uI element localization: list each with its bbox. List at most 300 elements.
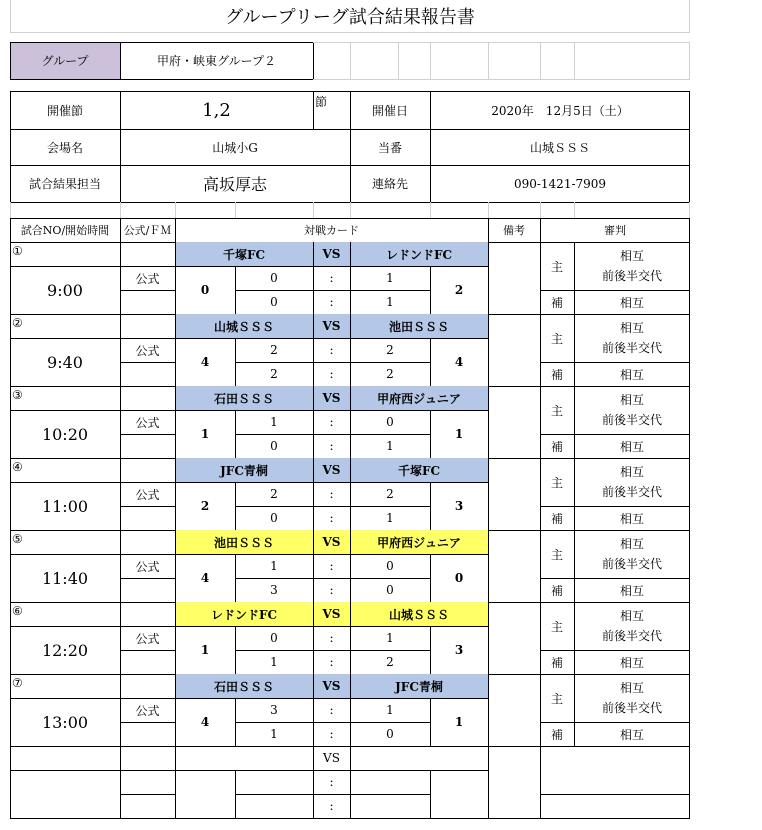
grid-line	[689, 42, 690, 79]
away-total: 1	[454, 427, 464, 441]
ref-sub-label: 補	[550, 727, 563, 742]
away-team: 山城ＳＳＳ	[350, 602, 488, 626]
away-first-half: 2	[386, 487, 394, 501]
match-no: ④	[12, 460, 23, 474]
grid-line	[175, 554, 488, 555]
grid-line	[488, 458, 489, 530]
match-type: 公式	[135, 271, 160, 286]
grid-line	[10, 218, 690, 219]
grid-line	[488, 674, 489, 746]
grid-line	[540, 290, 690, 291]
grid-line	[430, 338, 431, 386]
grid-line	[313, 202, 314, 218]
vs-label: VS	[313, 602, 350, 626]
vs-label: VS	[313, 674, 350, 698]
home-first-half: 1	[270, 559, 278, 573]
home-second-half: 0	[270, 439, 278, 453]
grid-line	[540, 458, 541, 530]
grid-line	[574, 458, 575, 530]
home-team: 山城ＳＳＳ	[175, 314, 313, 338]
grid-line	[313, 91, 314, 129]
group-value: 甲府・峡東グループ２	[156, 54, 277, 68]
grid-line	[10, 626, 175, 627]
round-value: 1,2	[202, 99, 231, 121]
home-total: 4	[200, 571, 210, 585]
grid-line	[574, 602, 575, 674]
grid-line	[689, 386, 690, 458]
grid-line	[313, 386, 314, 458]
grid-line	[574, 674, 575, 746]
away-total: 4	[454, 355, 464, 369]
away-total: 2	[454, 283, 464, 297]
info-value: 山城ＳＳＳ	[529, 140, 590, 155]
home-total: 1	[200, 643, 210, 657]
ref-sub-label: 補	[550, 367, 563, 382]
grid-line	[175, 746, 176, 818]
home-team: レドンドFC	[175, 602, 313, 626]
grid-line	[488, 218, 489, 242]
ref-sub-label: 補	[550, 439, 563, 454]
info-value: 高坂厚志	[202, 175, 267, 194]
grid-line	[574, 202, 575, 218]
vs-label: VS	[313, 458, 350, 482]
grid-line	[488, 602, 489, 674]
info-label: 試合結果担当	[28, 177, 101, 191]
grid-line	[10, 79, 313, 80]
away-team: 池田ＳＳＳ	[350, 314, 488, 338]
grid-line	[10, 42, 11, 79]
grid-line	[350, 458, 351, 530]
ref-main-value: 相互 前後半交代	[601, 321, 662, 355]
grid-line	[313, 458, 314, 530]
vs-label: VS	[323, 751, 340, 765]
match-type: 公式	[135, 343, 160, 358]
grid-line	[120, 506, 175, 507]
grid-line	[689, 458, 690, 530]
grid-line	[235, 722, 430, 723]
home-second-half: 0	[270, 295, 278, 309]
away-second-half: 1	[386, 511, 394, 525]
home-total: 4	[200, 355, 210, 369]
away-team: 甲府西ジュニア	[350, 386, 488, 410]
grid-line	[350, 530, 351, 602]
info-label: 当番	[377, 140, 402, 155]
away-first-half: 0	[386, 415, 394, 429]
grid-line	[430, 554, 431, 602]
away-second-half: 2	[386, 367, 394, 381]
grid-line	[120, 242, 121, 314]
match-type: 公式	[135, 487, 160, 502]
match-type: 公式	[135, 559, 160, 574]
away-second-half: 0	[386, 727, 394, 741]
grid-line	[350, 314, 351, 386]
home-team: 石田ＳＳＳ	[175, 386, 313, 410]
grid-line	[574, 242, 575, 314]
start-time: 11:00	[41, 496, 89, 516]
away-second-half: 2	[386, 655, 394, 669]
grid-line	[175, 410, 488, 411]
colon: :	[329, 343, 334, 357]
grid-line	[430, 42, 431, 79]
grid-line	[689, 674, 690, 746]
grid-line	[313, 530, 314, 602]
match-no: ②	[12, 316, 23, 330]
grid-line	[10, 42, 313, 43]
colon: :	[329, 703, 334, 717]
home-second-half: 3	[270, 583, 278, 597]
away-total: 3	[454, 643, 464, 657]
grid-line	[120, 91, 121, 202]
grid-line	[540, 746, 541, 818]
grid-line	[488, 746, 489, 818]
grid-line	[488, 242, 489, 314]
home-total: 0	[200, 283, 210, 297]
grid-line	[430, 482, 431, 530]
vs-label: VS	[313, 386, 350, 410]
grid-line	[235, 698, 236, 746]
grid-line	[235, 362, 430, 363]
grid-line	[540, 242, 541, 314]
grid-line	[175, 482, 488, 483]
grid-line	[574, 530, 575, 602]
grid-line	[430, 410, 431, 458]
grid-line	[540, 434, 690, 435]
grid-line	[398, 42, 399, 79]
vs-label: VS	[313, 242, 350, 266]
grid-line	[120, 530, 121, 602]
grid-line	[574, 42, 575, 79]
grid-line	[235, 482, 236, 530]
grid-line	[10, 266, 175, 267]
away-team: 甲府西ジュニア	[350, 530, 488, 554]
grid-line	[313, 746, 314, 818]
colon: :	[329, 583, 334, 597]
grid-line	[430, 698, 431, 746]
grid-line	[175, 218, 176, 242]
ref-sub-label: 補	[550, 583, 563, 598]
grid-line	[175, 770, 488, 771]
home-team: 池田ＳＳＳ	[175, 530, 313, 554]
grid-line	[10, 314, 11, 386]
grid-line	[10, 458, 11, 530]
home-first-half: 0	[270, 271, 278, 285]
header-no-time: 試合NO/開始時間	[20, 224, 110, 237]
grid-line	[488, 386, 489, 458]
ref-main-label: 主	[550, 331, 563, 346]
away-total: 1	[454, 715, 464, 729]
home-first-half: 3	[270, 703, 278, 717]
ref-main-value: 相互 前後半交代	[601, 249, 662, 283]
grid-line	[235, 770, 236, 818]
ref-sub-value: 相互	[619, 727, 644, 742]
away-total: 3	[454, 499, 464, 513]
match-no: ①	[12, 244, 23, 258]
ref-sub-value: 相互	[619, 655, 644, 670]
grid-line	[235, 290, 430, 291]
grid-line	[540, 386, 541, 458]
grid-line	[313, 79, 690, 80]
ref-main-label: 主	[550, 547, 563, 562]
grid-line	[120, 602, 121, 674]
grid-line	[574, 386, 575, 458]
away-team: レドンドFC	[350, 242, 488, 266]
grid-line	[313, 242, 314, 314]
grid-line	[540, 218, 541, 242]
grid-line	[540, 650, 690, 651]
grid-line	[120, 458, 121, 530]
grid-line	[175, 458, 176, 530]
home-second-half: 1	[270, 727, 278, 741]
grid-line	[175, 242, 176, 314]
away-first-half: 2	[386, 343, 394, 357]
start-time: 9:00	[47, 280, 83, 300]
away-first-half: 1	[386, 271, 394, 285]
ref-main-value: 相互 前後半交代	[601, 537, 662, 571]
ref-sub-label: 補	[550, 655, 563, 670]
grid-line	[10, 746, 11, 818]
grid-line	[10, 242, 11, 314]
ref-sub-value: 相互	[619, 367, 644, 382]
grid-line	[120, 674, 121, 746]
grid-line	[350, 746, 351, 818]
grid-line	[313, 42, 314, 79]
grid-line	[540, 42, 541, 79]
match-no: ⑦	[12, 676, 23, 690]
match-type: 公式	[135, 703, 160, 718]
group-label: グループ	[10, 42, 120, 79]
grid-line	[120, 218, 121, 242]
header-card: 対戦カード	[304, 224, 359, 237]
grid-line	[574, 314, 575, 386]
grid-line	[175, 602, 176, 674]
home-team: 石田ＳＳＳ	[175, 674, 313, 698]
grid-line	[540, 362, 690, 363]
ref-main-label: 主	[550, 403, 563, 418]
grid-line	[540, 578, 690, 579]
grid-line	[689, 314, 690, 386]
info-value: 090-1421-7909	[513, 176, 607, 191]
header-type: 公式/ＦＭ	[123, 224, 172, 237]
grid-line	[120, 314, 121, 386]
ref-main-label: 主	[550, 475, 563, 490]
away-second-half: 0	[386, 583, 394, 597]
info-label: 開催節	[46, 103, 83, 118]
grid-line	[689, 746, 690, 818]
home-total: 1	[200, 427, 210, 441]
vs-label: VS	[313, 530, 350, 554]
grid-line	[10, 698, 175, 699]
header-referee: 審判	[604, 224, 626, 237]
ref-main-value: 相互 前後半交代	[601, 609, 662, 643]
grid-line	[689, 242, 690, 314]
grid-line	[350, 202, 351, 218]
colon: :	[329, 799, 334, 813]
ref-sub-value: 相互	[619, 511, 644, 526]
info-value: 2020年 12月5日（土）	[491, 103, 629, 118]
away-first-half: 0	[386, 559, 394, 573]
grid-line	[350, 42, 351, 79]
grid-line	[235, 338, 236, 386]
grid-line	[350, 602, 351, 674]
ref-sub-label: 補	[550, 511, 563, 526]
grid-line	[350, 91, 351, 202]
grid-line	[350, 386, 351, 458]
grid-line	[689, 202, 690, 218]
grid-line	[175, 338, 488, 339]
grid-line	[689, 0, 690, 33]
grid-line	[488, 314, 489, 386]
grid-line	[120, 578, 175, 579]
grid-line	[430, 91, 431, 202]
info-label: 開催日	[371, 103, 408, 118]
home-total: 4	[200, 715, 210, 729]
grid-line	[10, 530, 11, 602]
colon: :	[329, 271, 334, 285]
grid-line	[689, 602, 690, 674]
colon: :	[329, 775, 334, 789]
grid-line	[235, 650, 430, 651]
grid-line	[10, 91, 11, 202]
grid-line	[120, 290, 175, 291]
grid-line	[235, 434, 430, 435]
colon: :	[329, 487, 334, 501]
grid-line	[350, 242, 351, 314]
match-type: 公式	[135, 415, 160, 430]
grid-line	[175, 626, 488, 627]
grid-line	[430, 266, 431, 314]
start-time: 11:40	[41, 568, 89, 588]
grid-line	[10, 0, 11, 33]
home-total: 2	[200, 499, 210, 513]
grid-line	[689, 218, 690, 242]
grid-line	[689, 530, 690, 602]
colon: :	[329, 415, 334, 429]
match-no: ⑤	[12, 532, 23, 546]
grid-line	[10, 386, 11, 458]
grid-line	[10, 674, 11, 746]
grid-line	[313, 314, 314, 386]
grid-line	[10, 818, 690, 819]
ref-main-label: 主	[550, 619, 563, 634]
grid-line	[175, 202, 176, 218]
grid-line	[540, 506, 690, 507]
info-value: 山城小G	[212, 140, 258, 155]
colon: :	[329, 367, 334, 381]
start-time: 9:40	[47, 352, 83, 372]
grid-line	[488, 202, 489, 218]
grid-line	[175, 266, 488, 267]
grid-line	[10, 554, 175, 555]
home-first-half: 1	[270, 415, 278, 429]
ref-sub-value: 相互	[619, 583, 644, 598]
colon: :	[329, 727, 334, 741]
grid-line	[10, 218, 11, 242]
away-total: 0	[454, 571, 464, 585]
away-team: JFC青桐	[350, 674, 488, 698]
grid-line	[235, 578, 430, 579]
home-first-half: 0	[270, 631, 278, 645]
home-first-half: 2	[270, 343, 278, 357]
away-first-half: 1	[386, 703, 394, 717]
home-team: 千塚FC	[175, 242, 313, 266]
grid-line	[10, 770, 175, 771]
colon: :	[329, 295, 334, 309]
grid-line	[10, 338, 175, 339]
colon: :	[329, 511, 334, 525]
start-time: 10:20	[41, 424, 89, 444]
ref-main-label: 主	[550, 691, 563, 706]
start-time: 12:20	[41, 640, 89, 660]
home-second-half: 0	[270, 511, 278, 525]
info-label: 会場名	[46, 140, 83, 155]
grid-line	[235, 202, 236, 218]
grid-line	[175, 386, 176, 458]
vs-label: VS	[313, 314, 350, 338]
ref-sub-value: 相互	[619, 439, 644, 454]
grid-line	[540, 530, 541, 602]
grid-line	[313, 674, 314, 746]
grid-line	[10, 32, 690, 33]
grid-line	[235, 626, 236, 674]
away-second-half: 1	[386, 439, 394, 453]
grid-line	[540, 602, 541, 674]
match-no: ⑥	[12, 604, 23, 618]
grid-line	[488, 530, 489, 602]
ref-main-value: 相互 前後半交代	[601, 393, 662, 427]
grid-line	[689, 91, 690, 202]
grid-line	[120, 386, 121, 458]
ref-sub-value: 相互	[619, 295, 644, 310]
grid-line	[10, 410, 175, 411]
grid-line	[235, 506, 430, 507]
grid-line	[235, 554, 236, 602]
grid-line	[540, 314, 541, 386]
grid-line	[540, 202, 541, 218]
match-type: 公式	[135, 631, 160, 646]
match-no: ③	[12, 388, 23, 402]
grid-line	[120, 362, 175, 363]
home-team: JFC青桐	[175, 458, 313, 482]
ref-main-value: 相互 前後半交代	[601, 465, 662, 499]
grid-line	[175, 530, 176, 602]
grid-line	[120, 202, 121, 218]
home-second-half: 1	[270, 655, 278, 669]
home-first-half: 2	[270, 487, 278, 501]
grid-line	[175, 674, 176, 746]
grid-line	[120, 650, 175, 651]
colon: :	[329, 559, 334, 573]
info-label: 連絡先	[371, 177, 408, 191]
round-suffix: 節	[315, 95, 328, 109]
grid-line	[120, 722, 175, 723]
away-second-half: 1	[386, 295, 394, 309]
header-note: 備考	[503, 224, 525, 237]
away-team: 千塚FC	[350, 458, 488, 482]
ref-main-label: 主	[550, 259, 563, 274]
grid-line	[175, 698, 488, 699]
grid-line	[10, 202, 11, 218]
grid-line	[235, 794, 430, 795]
grid-line	[235, 266, 236, 314]
colon: :	[329, 631, 334, 645]
grid-line	[120, 434, 175, 435]
grid-line	[540, 794, 690, 795]
grid-line	[10, 602, 11, 674]
grid-line	[235, 410, 236, 458]
grid-line	[350, 674, 351, 746]
colon: :	[329, 655, 334, 669]
grid-line	[430, 770, 431, 818]
